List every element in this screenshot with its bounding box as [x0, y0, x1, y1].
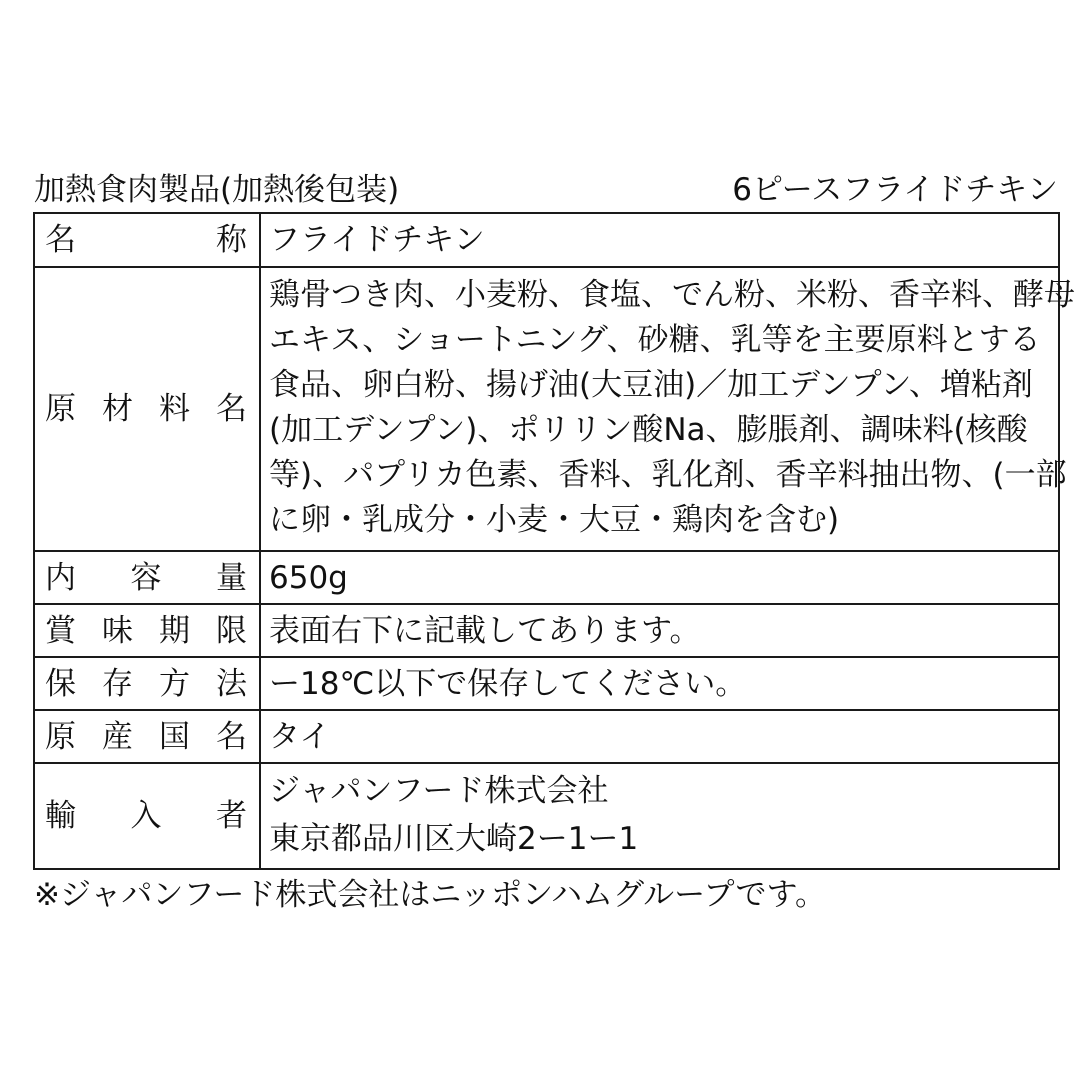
ingredients-line: 等)、パプリカ色素、香料、乳化剤、香辛料抽出物、(一部 — [269, 457, 1067, 493]
label-char: 味 — [102, 612, 133, 649]
label-char: 内 — [45, 559, 76, 596]
label-char: 材 — [102, 391, 133, 427]
ingredients-line: 鶏骨つき肉、小麦粉、食塩、でん粉、米粉、香辛料、酵母 — [269, 277, 1075, 313]
row-best-before — [34, 604, 1059, 657]
row-best-before-value — [260, 604, 1059, 657]
row-importer-label — [34, 763, 260, 869]
label-char: 量 — [216, 559, 247, 596]
ingredients-line: エキス、ショートニング、砂糖、乳等を主要原料とする — [269, 322, 1041, 358]
label-char: 入 — [130, 798, 162, 834]
ingredients-line: (加工デンプン)、ポリリン酸Na、膨脹剤、調味料(核酸 — [269, 412, 1028, 448]
best-before-value: 表面右下に記載してあります。 — [269, 612, 701, 649]
label-char: 名 — [216, 718, 247, 755]
importer-address: 東京都品川区大崎2ー1ー1 — [269, 821, 639, 857]
product-name-value: フライドチキン — [269, 222, 485, 258]
ingredients-line: に卵・乳成分・小麦・大豆・鶏肉を含む) — [269, 502, 840, 538]
label-char: 産 — [102, 718, 133, 755]
ingredients-line: 食品、卵白粉、揚げ油(大豆油)／加工デンプン、増粘剤 — [269, 367, 1033, 403]
label-char: 保 — [45, 665, 76, 702]
label-char: 容 — [130, 559, 162, 596]
row-name-value — [260, 213, 1059, 267]
label-char: 法 — [216, 665, 247, 702]
row-storage — [34, 657, 1059, 710]
row-ingredients — [34, 267, 1059, 551]
label-char: 方 — [159, 665, 190, 702]
row-best-before-label — [34, 604, 260, 657]
row-content-value — [260, 551, 1059, 604]
food-label-table — [33, 212, 1075, 870]
row-content-label — [34, 551, 260, 604]
content-value: 650g — [269, 559, 348, 596]
footnote: ※ジャパンフード株式会社はニッポンハムグループです。 — [34, 877, 826, 913]
label-char: 賞 — [45, 612, 76, 649]
label-char: 者 — [216, 798, 247, 834]
row-content — [34, 551, 1059, 604]
label-char: 国 — [159, 718, 190, 755]
label-char: 原 — [45, 391, 76, 427]
product-category: 加熱食肉製品(加熱後包装) — [34, 172, 400, 208]
row-importer — [34, 763, 1059, 869]
row-origin-value — [260, 710, 1059, 763]
row-name-label — [34, 213, 260, 267]
row-importer-value — [260, 763, 1059, 869]
label-char: 存 — [102, 665, 133, 702]
row-ingredients-label — [34, 267, 260, 551]
label-char: 原 — [45, 718, 76, 755]
row-name — [34, 213, 1059, 267]
row-storage-value — [260, 657, 1059, 710]
label-char: 限 — [216, 612, 247, 649]
label-char: 期 — [159, 612, 190, 649]
product-title: 6ピースフライドチキン — [732, 172, 1058, 208]
row-origin — [34, 710, 1059, 763]
label-char: 輸 — [45, 798, 76, 834]
row-ingredients-value — [260, 267, 1075, 551]
label-char: 名 — [45, 222, 76, 258]
storage-value: ー18℃以下で保存してください。 — [269, 665, 747, 702]
label-char: 称 — [216, 222, 247, 258]
label-char: 名 — [216, 391, 247, 427]
origin-value: タイ — [269, 718, 331, 755]
row-origin-label — [34, 710, 260, 763]
importer-name: ジャパンフード株式会社 — [269, 773, 609, 809]
label-char: 料 — [159, 391, 190, 427]
row-storage-label — [34, 657, 260, 710]
